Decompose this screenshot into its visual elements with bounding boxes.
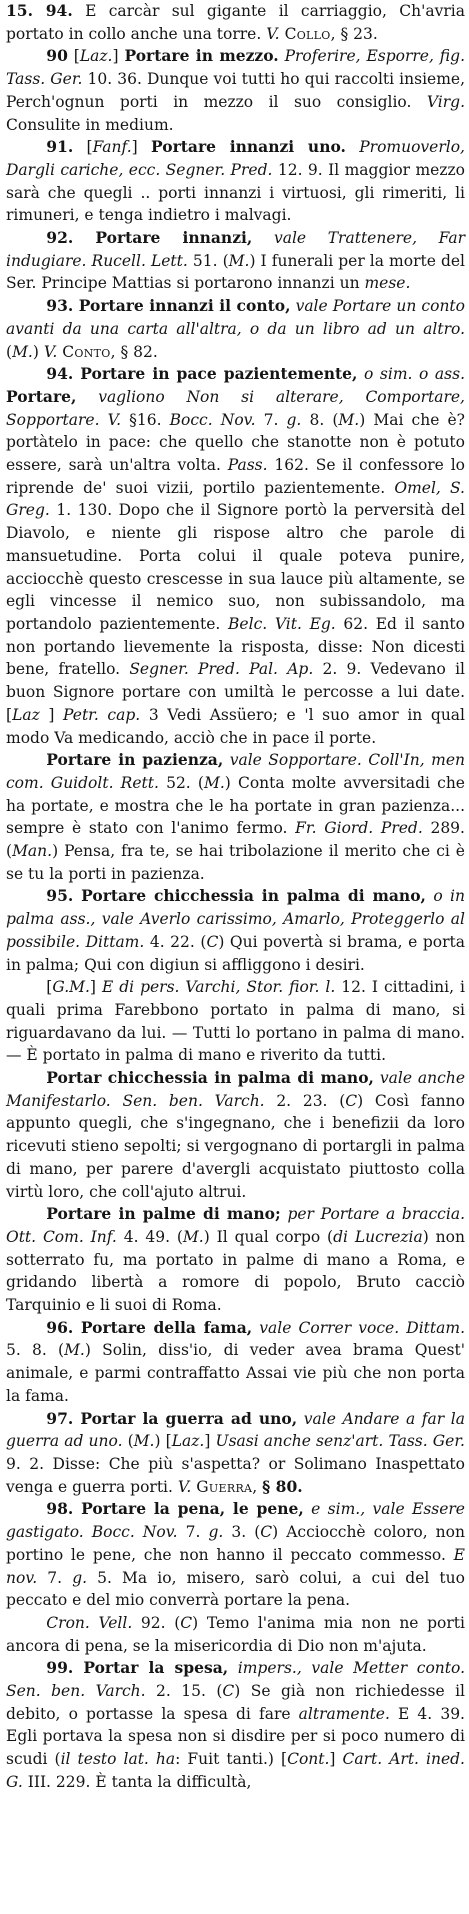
entry-paragraph-0: 15. 94. E carcàr sul gigante il carriaggio, Ch'avria portato in collo anche una torre. V. Collo, § 23. (6, 1, 465, 43)
entry-paragraph-2: 91. [Fanf.] Portare innanzi uno. Promuoverlo, Dargli cariche, ecc. Segner. Pred. 12. 9. Il maggior mezzo sarà che quegli .. porti innanzi i virtuosi, gli rimeriti, li rimuneri, e tenga indietro i malvagi. (6, 137, 466, 225)
entry-paragraph-11: 96. Portare della fama, vale Correr voce. Dittam. 5. 8. (M.) Solin, diss'io, di veder avea brama Quest' animale, e parmi contraffatto Assai vie più che non porta la fama. (6, 1317, 465, 1405)
entry-paragraph-1: 90 [Laz.] Portare in mezzo. Proferire, Esporre, fig. Tass. Ger. 10. 36. Dunque voi tutti ho qui raccolti insieme, Perch'ognun porti in mezzo il suo consiglio. Virg. Consulite in medium. (6, 46, 465, 134)
entry-paragraph-12: 97. Portar la guerra ad uno, vale Andare a far la guerra ad uno. (M.) [Laz.] Usasi anche senz'art. Tass. Ger. 9. 2. Disse: Che più s'aspetta? or Solimano Inaspettato venga e guerra porti. V. Guerra, § 80. (6, 1408, 465, 1496)
entry-paragraph-7: 95. Portare chicchessia in palma di mano, o in palma ass., vale Averlo carissimo, Amarlo, Proteggerlo al possibile. Dittam. 4. 22. (C) Qui povertà si brama, e porta in palma; Qui con digiun si affliggono i desiri. (6, 886, 465, 974)
entry-paragraph-8: [G.M.] E di pers. Varchi, Stor. fior. l. 12. I cittadini, i quali prima Farebbono portato in palma di mano, si riguardavano da lui. — Tutti lo portano in palma di mano. — È portato in palma di mano e riverito da tutti. (6, 978, 465, 1065)
entry-paragraph-4: 93. Portare innanzi il conto, vale Portare un conto avanti da una carta all'altra, o da un libro ad un altro. (M.) V. Conto, § 82. (6, 296, 465, 361)
entry-paragraph-13: 98. Portare la pena, le pene, e sim., vale Essere gastigato. Bocc. Nov. 7. g. 3. (C) Acciocchè coloro, non portino le pene, che non hanno il peccato commesso. E nov. 7. g. 5. Ma io, misero, sarò colui, a cui del tuo peccato e del mio converrà portare la pena. (6, 1499, 465, 1610)
entry-paragraph-5: 94. Portare in pace pazientemente, o sim. o ass. Portare, vagliono Non si alterare, Comportare, Sopportare. V. §16. Bocc. Nov. 7. g. 8. (M.) Mai che è? portàtelo in pace: che quello che stanotte non è potuto essere, sarà un'altra volta. Pass. 162. Se il confessore lo riprende de' suoi vizii, portilo pazientemente. Omel, S. Greg. 1. 130. Dopo che il Signore portò la perversità del Diavolo, e niente gli rispose altro che parole di mansuetudine. Porta colui il quale poteva punire, acciocchè questo crescesse in sua lauce più altamente, se egli vincesse il nemico suo, non subissandolo, ma portandolo pazientemente. Belc. Vit. Eg. 62. Ed il santo non portando lievemente la risposta, disse: Non dicesti bene, fratello. Segner. Pred. Pal. Ap. 2. 9. Vedevano il buon Signore portare con umiltà le percosse a lui date. [Laz ] Petr. cap. 3 Vedi Assüero; e 'l suo amor in qual modo Va medicando, acciò che in pace il porte. (6, 364, 465, 747)
entry-paragraph-14: Cron. Vell. 92. (C) Temo l'anima mia non ne porti ancora di pena, se la misericordia di Dio non m'ajuta. (6, 1613, 465, 1655)
entry-paragraph-3: 92. Portare innanzi, vale Trattenere, Far indugiare. Rucell. Lett. 51. (M.) I funerali per la morte del Ser. Principe Mattias si portarono innanzi un mese. (6, 228, 466, 293)
entry-paragraph-10: Portare in palme di mano; per Portare a braccia. Ott. Com. Inf. 4. 49. (M.) Il qual corpo (di Lucrezia) non sotterrato fu, ma portato in palme di mano a Roma, e gridando libertà a romore di popolo, Bruto cacciò Tarquinio e li suoi di Roma. (6, 1204, 465, 1315)
entry-paragraph-9: Portar chicchessia in palma di mano, vale anche Manifestarlo. Sen. ben. Varch. 2. 23. (C) Così fanno appunto quegli, che s'ingegnano, che i benefizii da loro ricevuti stieno sepolti; si vergognano di portargli in palma di mano, per parere d'avergli acquistato piuttosto colla virtù loro, che coll'ajuto altrui. (6, 1068, 465, 1201)
entry-paragraph-15: 99. Portar la spesa, impers., vale Metter conto. Sen. ben. Varch. 2. 15. (C) Se già non richiedesse il debito, o portasse la spesa di fare altramente. E 4. 39. Egli portava la spesa non si disdire per si poco numero di scudi (il testo lat. ha: Fuit tanti.) [Cont.] Cart. Art. ined. G. III. 229. È tanta la difficultà, (6, 1658, 466, 1791)
entry-paragraph-6: Portare in pazienza, vale Sopportare. Coll'In, men com. Guidolt. Rett. 52. (M.) Conta molte avversitadi che ha portate, e mostra che le ha portate in gran pazienza... sempre è stato con l'animo fermo. Fr. Giord. Pred. 289. (Man.) Pensa, fra te, se hai tribolazione il merito che ci è se tu la porti in pazienza. (6, 750, 465, 883)
